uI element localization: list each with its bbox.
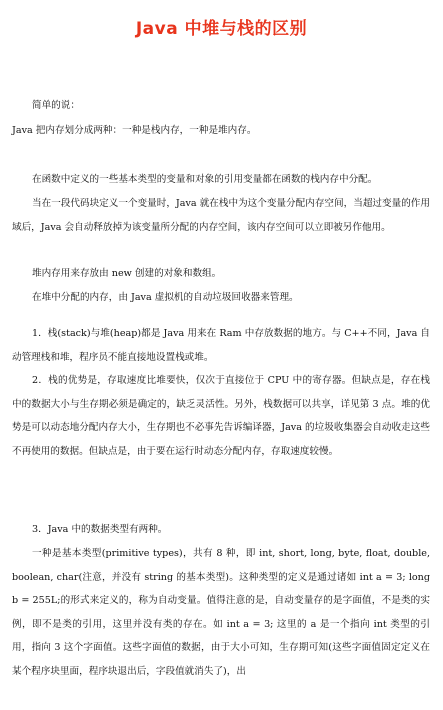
paragraph-stack-allocation: 在函数中定义的一些基本类型的变量和对象的引用变量都在函数的栈内存中分配。 — [32, 174, 378, 185]
document-title: Java 中堆与栈的区别 — [135, 19, 308, 39]
paragraph-point-3: 3．Java 中的数据类型有两种。 — [32, 524, 168, 535]
paragraph-point-2: 2．栈的优势是，存取速度比堆要快，仅次于直接位于 CPU 中的寄存器。但缺点是，存在栈中的数据大小与生存期必须是确定的，缺乏灵活性。另外，栈数据可以共享，详见第 3 点。堆的优势是可以动态地分配内存大小，生存期也不必事先告诉编译器，Java 的垃圾收集器会自动收走这些不再使用的数据。但缺点是，由于要在运行时动态分配内存，存取速度较慢。 — [12, 375, 430, 457]
paragraph-heap-gc: 在堆中分配的内存，由 Java 虚拟机的自动垃圾回收器来管理。 — [32, 292, 299, 303]
paragraph-variable-scope: 当在一段代码块定义一个变量时，Java 就在栈中为这个变量分配内存空间，当超过变量的作用域后，Java 会自动释放掉为该变量所分配的内存空间，该内存空间可以立即被另作他用。 — [12, 198, 430, 233]
paragraph-primitive-types: 一种是基本类型(primitive types)，共有 8 种，即 int, short, long, byte, float, double, boolean, char(注意，并没有 string 的基本类型)。这种类型的定义是通过诸如 int a = 3; long b = 255L;的形式来定义的，称为自动变量。值得注意的是，自动变量存的是字面值，不是类的实例，即不是类的引用，这里并没有类的存在。如 int a = 3; 这里的 a 是一个指向 int 类型的引用，指向 3 这个字面值。这些字面值的数据，由于大小可知，生存期可知(这些字面值固定定义在某个程序块里面，程序块退出后，字段值就消失了)，出 — [12, 548, 430, 677]
paragraph-intro: 简单的说： — [32, 100, 80, 111]
paragraph-point-1: 1．栈(stack)与堆(heap)都是 Java 用来在 Ram 中存放数据的地方。与 C++不同，Java 自动管理栈和堆，程序员不能直接地设置栈或堆。 — [12, 328, 430, 363]
paragraph-memory-types: Java 把内存划分成两种：一种是栈内存，一种是堆内存。 — [12, 125, 257, 136]
paragraph-heap-new: 堆内存用来存放由 new 创建的对象和数组。 — [32, 268, 222, 279]
